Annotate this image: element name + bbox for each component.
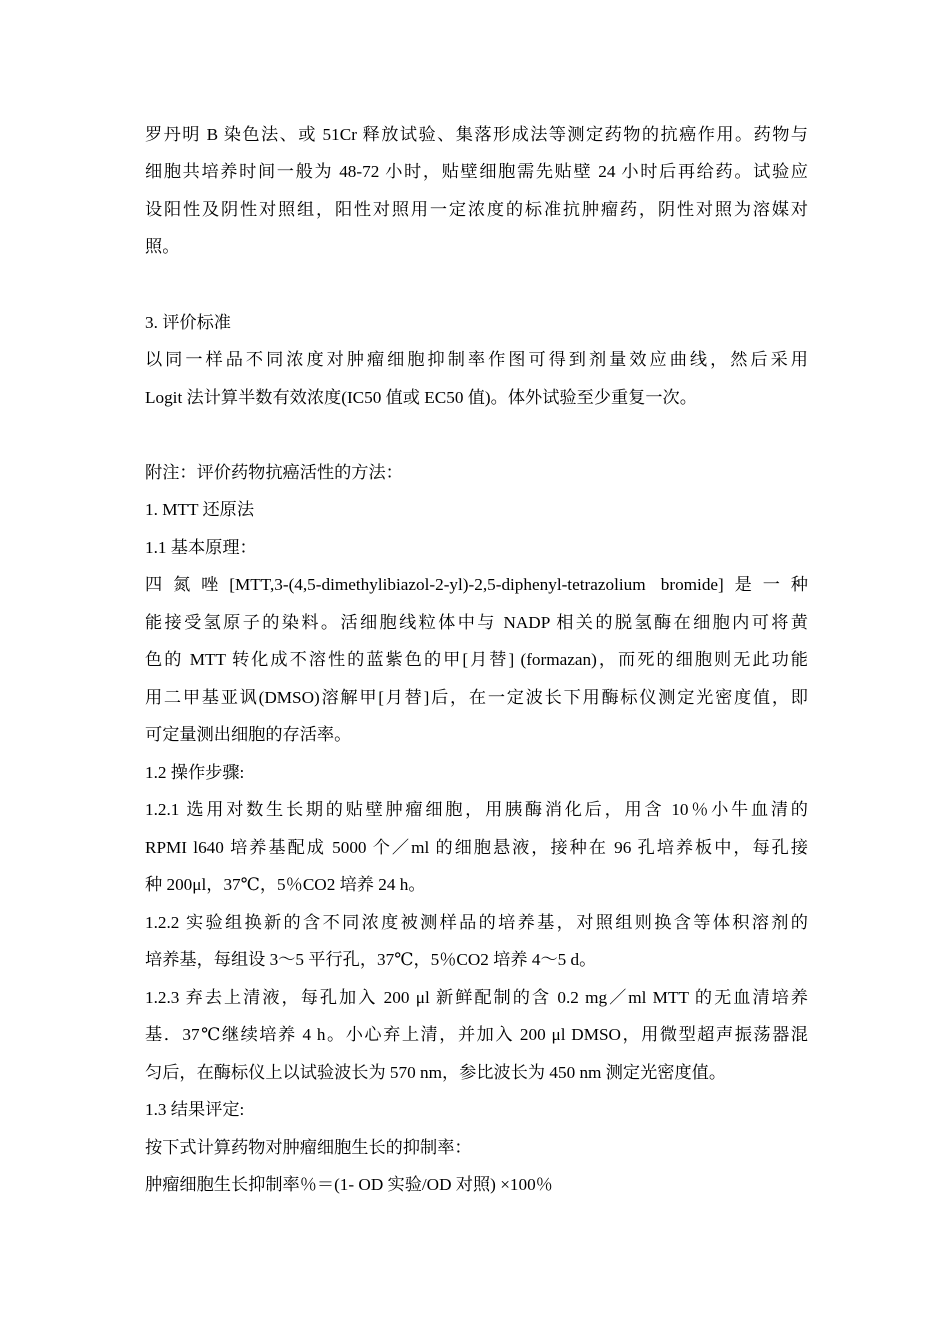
heading-mtt: 1. MTT 还原法 (145, 500, 255, 519)
paragraph-line: 匀后，在酶标仪上以试验波长为 570 nm，参比波长为 450 nm 测定光密度值。 (145, 1063, 727, 1082)
paragraph-line: 1.2.3 弃去上清液，每孔加入 200 μl 新鲜配制的含 0.2 mg／ml MTT 的无血清培养 (145, 988, 808, 1007)
paragraph-line: 培养基，每组设 3～5 平行孔，37℃，5％CO2 培养 4～5 d。 (145, 950, 597, 969)
paragraph-line: 罗丹明 B 染色法、或 51Cr 释放试验、集落形成法等测定药物的抗癌作用。药物与 (145, 125, 808, 144)
paragraph-line: 照。 (145, 237, 180, 256)
section-heading: 3. 评价标准 (145, 313, 231, 332)
paragraph-line: Logit 法计算半数有效浓度(IC50 值或 EC50 值)。体外试验至少重复一次。 (145, 388, 697, 407)
heading-steps: 1.2 操作步骤: (145, 763, 245, 782)
formula: 肿瘤细胞生长抑制率％＝(1- OD 实验/OD 对照) ×100％ (145, 1175, 553, 1194)
formula-intro: 按下式计算药物对肿瘤细胞生长的抑制率： (145, 1138, 472, 1157)
paragraph-line: 细胞共培养时间一般为 48-72 小时，贴壁细胞需先贴壁 24 小时后再给药。试验应 (145, 162, 808, 181)
paragraph-line: 1.2.2 实验组换新的含不同浓度被测样品的培养基，对照组则换含等体积溶剂的 (145, 913, 808, 932)
paragraph-line: 四氮唑[MTT,3-(4,5-dimethylibiazol-2-yl)-2,5-diphenyl-tetrazolium bromide]是一种 (145, 575, 808, 594)
heading-results: 1.3 结果评定: (145, 1100, 245, 1119)
paragraph-line: 色的 MTT 转化成不溶性的蓝紫色的甲[月替] (formazan)，而死的细胞则无此功能 (145, 650, 808, 669)
paragraph-line: 能接受氢原子的染料。活细胞线粒体中与 NADP 相关的脱氢酶在细胞内可将黄 (145, 613, 808, 632)
paragraph-line: 用二甲基亚讽(DMSO)溶解甲[月替]后，在一定波长下用酶标仪测定光密度值，即 (145, 688, 808, 707)
heading-principle: 1.1 基本原理： (145, 538, 257, 557)
paragraph-line: 以同一样品不同浓度对肿瘤细胞抑制率作图可得到剂量效应曲线，然后采用 (145, 350, 808, 369)
paragraph-line: RPMI l640 培养基配成 5000 个／ml 的细胞悬液，接种在 96 孔培养板中，每孔接 (145, 838, 808, 857)
paragraph-line: 设阳性及阴性对照组，阳性对照用一定浓度的标准抗肿瘤药，阴性对照为溶媒对 (145, 200, 808, 219)
appendix-note: 附注：评价药物抗癌活性的方法： (145, 463, 403, 482)
paragraph-line: 1.2.1 选用对数生长期的贴壁肿瘤细胞，用胰酶消化后，用含 10％小牛血清的 (145, 800, 808, 819)
paragraph-line: 可定量测出细胞的存活率。 (145, 725, 352, 744)
paragraph-line: 种 200μl，37℃，5％CO2 培养 24 h。 (145, 875, 426, 894)
paragraph-line: 基．37℃继续培养 4 h。小心弃上清，并加入 200 μl DMSO，用微型超声振荡器混 (145, 1025, 808, 1044)
